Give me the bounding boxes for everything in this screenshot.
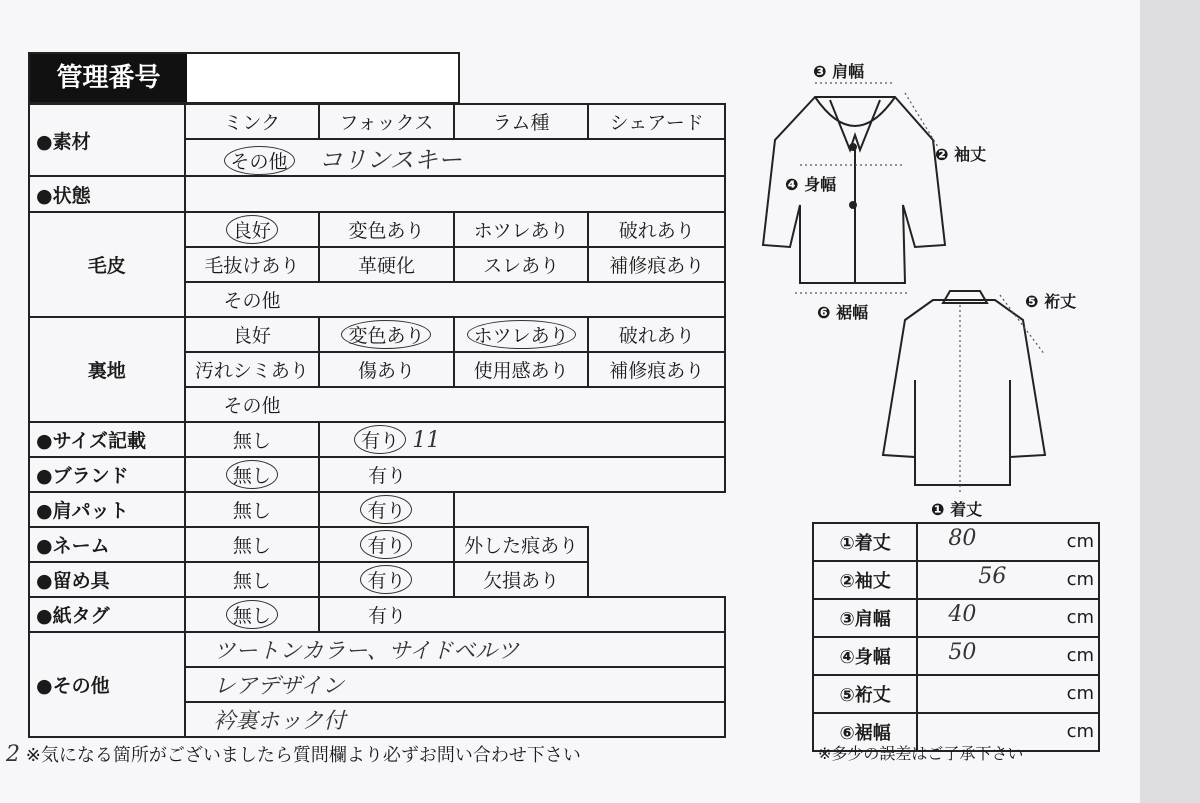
meas-unit: cm: [1066, 721, 1094, 742]
brand-none: 無し: [185, 457, 320, 492]
name-none: 無し: [185, 527, 320, 562]
lining-option: 補修痕あり: [588, 352, 725, 387]
meas-value-cell: [917, 599, 1099, 637]
label-length: ❶ 着丈: [931, 500, 983, 519]
brand-yes: 有り: [319, 457, 725, 492]
footer-mark: 2: [6, 742, 20, 767]
meas-value-cell: [917, 675, 1099, 713]
fur-option: ホツレあり: [454, 212, 589, 247]
material-other-value: コリンスキー: [318, 146, 462, 174]
meas-unit: cm: [1066, 645, 1094, 666]
meas-value: 80: [948, 526, 977, 551]
material-option: ラム種: [454, 104, 589, 139]
label-body: ❹ 身幅: [785, 175, 837, 194]
form-grid: [28, 103, 726, 738]
lining-option: 汚れシミあり: [185, 352, 320, 387]
meas-label: ⑥裾幅: [813, 713, 917, 751]
material-option: ミンク: [185, 104, 320, 139]
lining-label: 裏地: [29, 317, 185, 422]
name-label: ●ネーム: [29, 527, 185, 562]
fur-other: その他: [185, 282, 725, 317]
fastener-yes: 有り: [319, 562, 454, 597]
other-line: 衿裏ホック付: [185, 702, 725, 737]
material-option: シェアード: [588, 104, 725, 139]
label-sleeve: ❷ 袖丈: [935, 145, 987, 164]
empty-cell: [454, 492, 725, 527]
paper-tag-label: ●紙タグ: [29, 597, 185, 632]
footer-note-row: [6, 741, 581, 767]
meas-label: ①着丈: [813, 523, 917, 561]
size-yes-cell: [319, 422, 725, 457]
brand-label: ●ブランド: [29, 457, 185, 492]
meas-value: 40: [948, 602, 977, 627]
fastener-missing: 欠損あり: [454, 562, 589, 597]
other-line: ツートンカラー、サイドベルツ: [185, 632, 725, 667]
lining-option: 使用感あり: [454, 352, 589, 387]
fur-option: 毛抜けあり: [185, 247, 320, 282]
meas-label: ③肩幅: [813, 599, 917, 637]
meas-label: ⑤裄丈: [813, 675, 917, 713]
meas-value: 56: [978, 564, 1007, 589]
lining-option: ホツレあり: [454, 317, 589, 352]
size-note: 11: [412, 428, 441, 453]
measurements-table: [812, 522, 1100, 752]
condition-label: ●状態: [29, 176, 185, 212]
shoulder-pad-none: 無し: [185, 492, 320, 527]
condition-blank: [185, 176, 725, 212]
footer-note: ※気になる箇所がございましたら質問欄より必ずお問い合わせ下さい: [25, 745, 581, 766]
meas-label: ②袖丈: [813, 561, 917, 599]
meas-value: 50: [948, 640, 977, 665]
material-other-cell: [185, 139, 725, 176]
fur-option: 良好: [185, 212, 320, 247]
name-removed: 外した痕あり: [454, 527, 589, 562]
empty-cell: [588, 562, 725, 597]
meas-unit: cm: [1066, 531, 1094, 552]
material-label: ●素材: [29, 104, 185, 176]
title-box: [28, 52, 460, 104]
lining-option: 変色あり: [319, 317, 454, 352]
meas-unit: cm: [1066, 683, 1094, 704]
fur-option: スレあり: [454, 247, 589, 282]
lining-option: 良好: [185, 317, 320, 352]
label-shoulder: ❸ 肩幅: [813, 62, 865, 81]
lining-option: 傷あり: [319, 352, 454, 387]
size-label: ●サイズ記載: [29, 422, 185, 457]
fastener-label: ●留め具: [29, 562, 185, 597]
empty-cell: [588, 527, 725, 562]
fur-option: 革硬化: [319, 247, 454, 282]
size-yes: 有り: [354, 425, 406, 454]
page-title: 管理番号: [30, 54, 187, 102]
fastener-none: 無し: [185, 562, 320, 597]
material-option: フォックス: [319, 104, 454, 139]
meas-unit: cm: [1066, 607, 1094, 628]
fur-label: 毛皮: [29, 212, 185, 317]
label-hem: ❻ 裾幅: [817, 303, 869, 322]
background-edge: [1140, 0, 1200, 803]
shoulder-pad-label: ●肩パット: [29, 492, 185, 527]
fur-option: 変色あり: [319, 212, 454, 247]
other-label: ●その他: [29, 632, 185, 737]
name-yes: 有り: [319, 527, 454, 562]
label-yuki: ❺ 裄丈: [1025, 292, 1077, 311]
lining-option: 破れあり: [588, 317, 725, 352]
meas-value-cell: [917, 561, 1099, 599]
meas-value-cell: [917, 523, 1099, 561]
paper-tag-none: 無し: [185, 597, 320, 632]
lining-other: その他: [185, 387, 725, 422]
meas-label: ④身幅: [813, 637, 917, 675]
coat-back-icon: [883, 300, 1045, 485]
paper-tag-yes: 有り: [319, 597, 725, 632]
fur-option: 補修痕あり: [588, 247, 725, 282]
material-other-label: その他: [224, 146, 295, 175]
measurement-note: ※多少の誤差はご了承下さい: [818, 744, 1024, 763]
size-none: 無し: [185, 422, 320, 457]
fur-option: 破れあり: [588, 212, 725, 247]
shoulder-pad-yes: 有り: [319, 492, 454, 527]
other-line: レアデザイン: [185, 667, 725, 702]
coat-diagram: [755, 55, 1095, 520]
meas-value-cell: [917, 637, 1099, 675]
meas-unit: cm: [1066, 569, 1094, 590]
